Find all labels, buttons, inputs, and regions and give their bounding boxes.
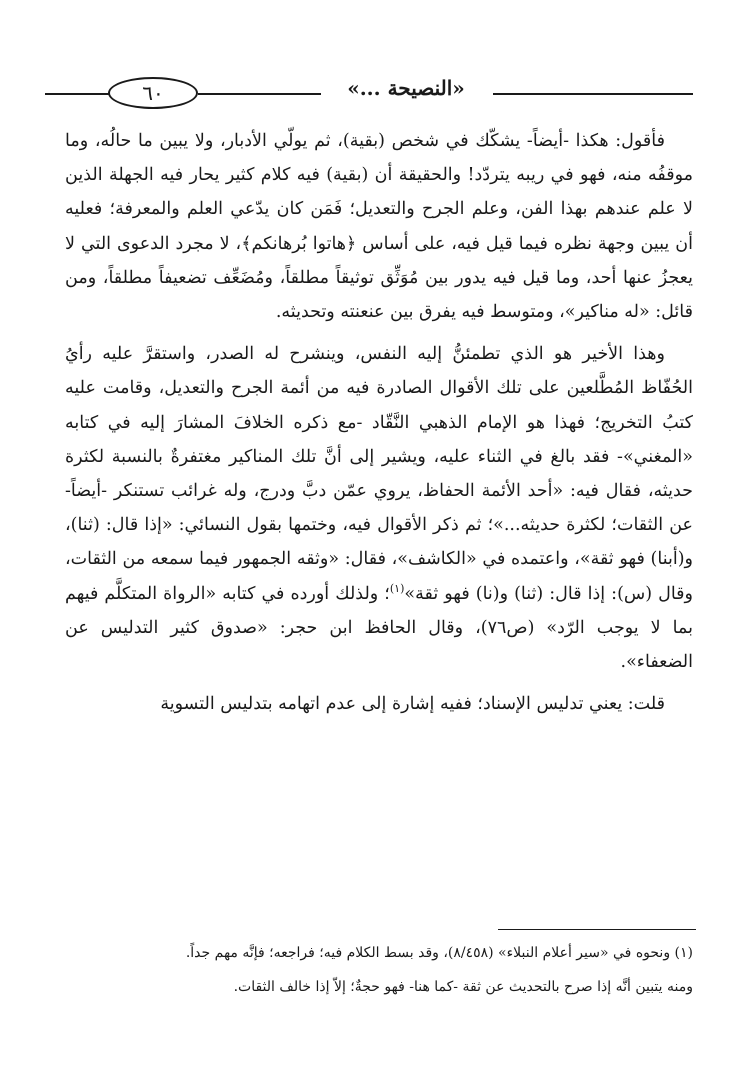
header-rule-right [493,93,693,95]
paragraph-2-tail: ؛ ولذلك أورده في كتابه «الرواة المتكلَّم فيهم بما لا يوجب الرّد» (ص٧٦)، وقال الحافظ ابن حجر: «صدوق كثير التدليس عن الضعفاء». [65,583,693,673]
footnote-1: (١) ونحوه في «سير أعلام النبلاء» (٨/٤٥٨)، وقد بسط الكلام فيه؛ فراجعه؛ فإنَّه مهم جداً. [185,945,693,961]
footnotes [65,938,693,1002]
paragraph-3: قلت: يعني تدليس الإسناد؛ ففيه إشارة إلى عدم اتهامه بتدليس التسوية [160,694,665,715]
page-number-badge: ٦٠ [108,77,198,109]
footnote-reference[interactable]: (١) [389,581,405,595]
paragraph-1: فأقول: هكذا -أيضاً- يشكّك في شخص (بقية)، ثم يولّي الأدبار، ولا يبين ما حالُه، وما موقفُه منه، فهو في ريبه يتردّد! والحقيقة أن (بقية) فيه كلام كثير يحار فيه الجهلة الذين لا علم عندهم بهذا الفن، وعلم الجرح والتعديل؛ فَمَن كان يدّعي العلم والمعرفة؛ فعليه أن يبين وجهة نظره فيما قيل فيه، على أساس ﴿هاتوا بُرهانكم﴾، لا مجرد الدعوى التي لا يعجزُ عنها أحد، وما قيل فيه يدور بين مُوَثِّق توثيقاً مطلقاً، ومُضَعِّف تضعيفاً مطلقاً، ومن قائل: «له مناكير»، ومتوسط فيه يفرق بين عنعنته وتحديثه. [65,131,693,323]
header-rule-left [45,93,109,95]
page-header [45,70,693,110]
running-title: «النصيحة ...» [347,76,465,100]
footnote-separator [498,929,696,930]
footnote-continuation: ومنه يتبين أنَّه إذا صرح بالتحديث عن ثقة -كما هنا- فهو حجةٌ؛ إلاّ إذا خالف الثقات. [233,979,693,995]
header-rule-middle [198,93,321,95]
paragraph-2-text: وهذا الأخير هو الذي تطمئنُّ إليه النفس، وينشرح له الصدر، واستقرَّ عليه رأيُ الحُفّاظ المُطَّلعين على تلك الأقوال الصادرة فيه من أئمة الجرح والتعديل، وقامت عليه كتبُ التخريج؛ فهذا هو الإمام الذهبي النَّقّاد -مع ذكره الخلافَ المشارَ إليه في كتابه «المغني»- فقد بالغ في الثناء عليه، ويشير إلى أنَّ تلك المناكير مغتفرةٌ بالنسبة لكثرة حديثه، فقال فيه: «أحد الأئمة الحفاظ، يروي عمّن دبَّ ودرج، وله غرائب تستنكر -أيضاً- عن الثقات؛ لكثرة حديثه...»؛ ثم ذكر الأقوال فيه، وختمها بقول النسائي: «إذا قال: (ثنا)، و(أبنا) فهو ثقة»، واعتمده في «الكاشف»، فقال: «وثقه الجمهور فيما سمعه من الثقات، وقال (س): إذا قال: (ثنا) و(نا) فهو ثقة» [65,344,693,604]
main-text [65,124,693,721]
paragraph-2 [65,337,693,679]
